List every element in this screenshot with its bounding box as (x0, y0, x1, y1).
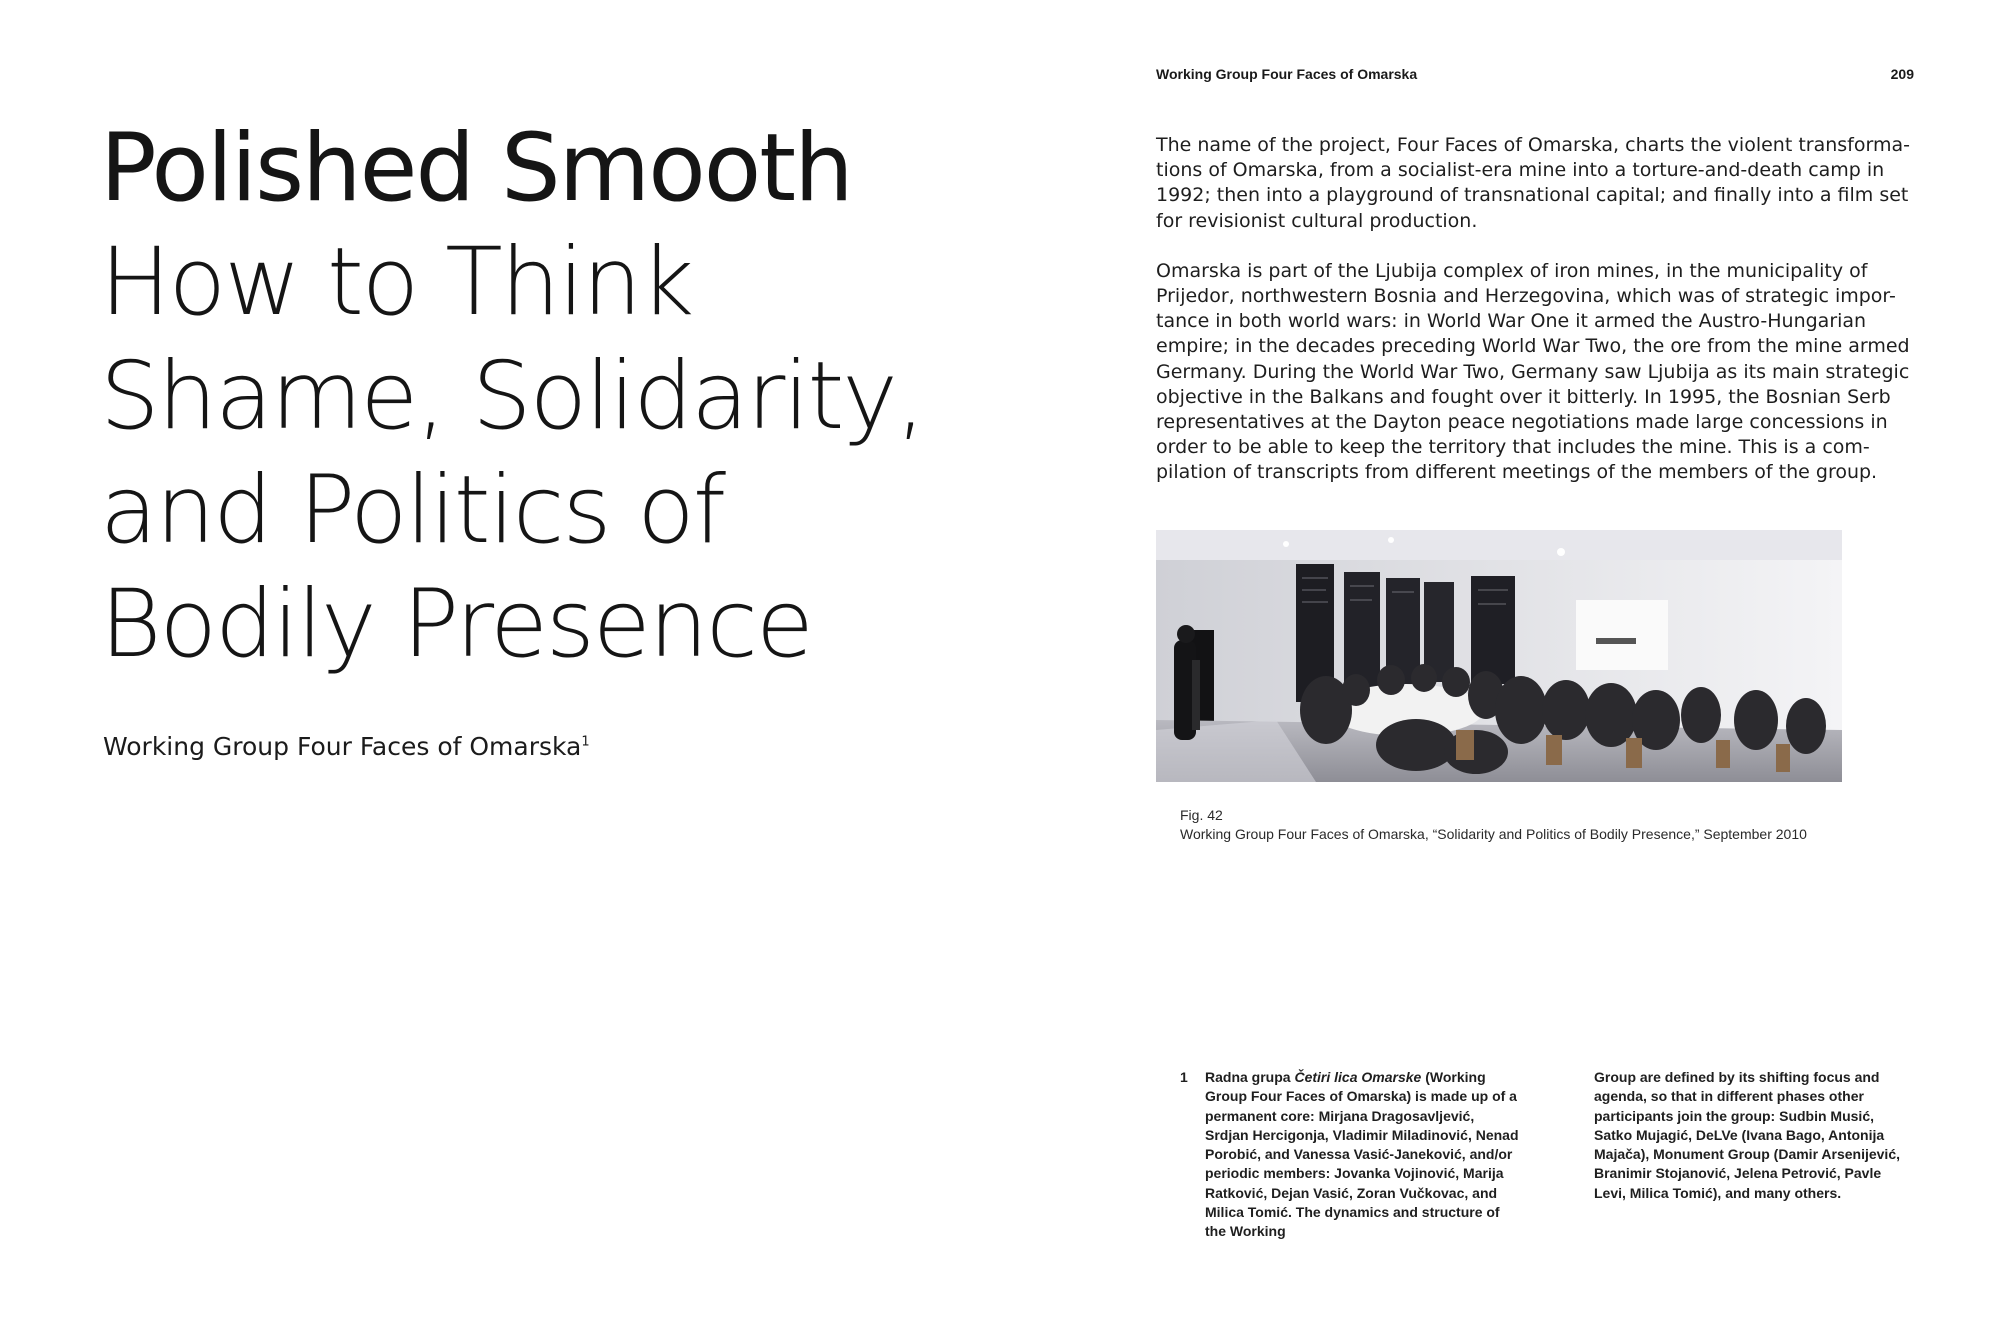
footnote-italic-title: Četiri lica Omarske (1294, 1069, 1422, 1085)
title-line-2: How to Think (100, 228, 693, 337)
footnote-number: 1 (1180, 1069, 1188, 1085)
title-line-4: and Politics of (100, 456, 724, 565)
running-head-title: Working Group Four Faces of Omarska (1156, 66, 1418, 82)
page-number: 209 (1890, 66, 1914, 82)
footnote-marker[interactable]: 1 (581, 734, 590, 750)
figure-caption (1180, 806, 1880, 844)
figure-caption-text: Working Group Four Faces of Omarska, “Solidarity and Politics of Bodily Presence,” September 2010 (1180, 826, 1807, 842)
figure-photo (1156, 530, 1842, 782)
title-line-3: Shame, Solidarity, (100, 342, 924, 451)
gallery-photo-illustration (1156, 530, 1842, 782)
title-line-5: Bodily Presence (100, 570, 812, 679)
paragraph-2: Omarska is part of the Ljubija complex of iron mines, in the municipality of Prijedor, northwestern Bosnia and Herzegovina, which was of strategic impor-tance in both world wars: in World War One it armed the Austro-Hungarian empire; in the decades preceding World War Two, the ore from the mine armed Germany. During the World War Two, Germany saw Ljubija as its main strategic objective in the Balkans and fought over it bitterly. In 1995, the Bosnian Serb representatives at the Dayton peace negotiations made large concessions in order to be able to keep the territory that includes the mine. This is a com-pilation of transcripts from different meetings of the members of the group. (1156, 259, 1910, 484)
figure-label: Fig. 42 (1180, 807, 1223, 823)
running-head (1156, 66, 1914, 82)
author-name: Working Group Four Faces of Omarska (103, 732, 582, 761)
footnote-lead: Radna grupa (1205, 1069, 1295, 1085)
chapter-title (100, 112, 960, 682)
footnote-column-1 (1205, 1068, 1520, 1242)
paragraph-1: The name of the project, Four Faces of Omarska, charts the violent transforma-tions of Omarska, from a socialist-era mine into a torture-and-death camp in 1992; then into a playground of transnational capital; and finally into a film set for revisionist cultural production. (1156, 134, 1910, 232)
body-text (1156, 133, 1916, 511)
chapter-author (103, 732, 590, 761)
footnote-body-1: (Working Group Four Faces of Omarska) is made up of a permanent core: Mirjana Dragosavljević, Srdjan Hercigonja, Vladimir Miladinović, Nenad Porobić, and Vanessa Vasić-Janeković, and/or periodic members: Jovanka Vojinović, Marija Ratković, Dejan Vasić, Zoran Vučkovac, and Milica Tomić. The dynamics and structure of the Working (1205, 1069, 1519, 1240)
title-line-1: Polished Smooth (100, 114, 852, 223)
footnote-column-2: Group are defined by its shifting focus and agenda, so that in different phases other participants join the group: Sudbin Musić, Satko Mujagić, DeLVe (Ivana Bago, Antonija Majača), Monument Group (Damir Arsenijević, Branimir Stojanović, Jelena Petrović, Pavle Levi, Milica Tomić), and many others. (1594, 1069, 1900, 1201)
right-page (1000, 0, 2000, 1333)
